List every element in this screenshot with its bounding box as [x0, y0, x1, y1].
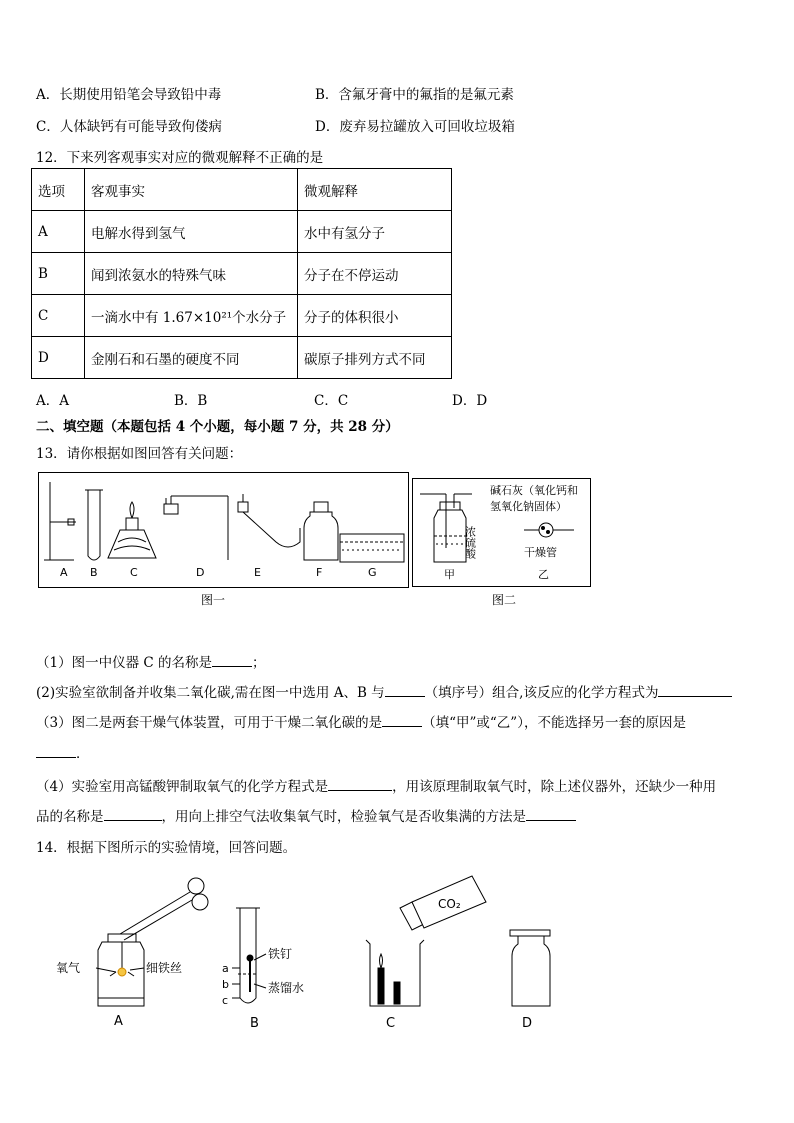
table-cell: 水中有氢分子	[298, 211, 452, 253]
figure-two	[412, 478, 592, 588]
label-oxygen: 氧气	[56, 961, 81, 975]
answer-blank[interactable]	[385, 696, 425, 697]
label-nail: 铁钉	[268, 947, 293, 961]
table-header-cell: 微观解释	[298, 169, 452, 211]
iron-stand-icon	[44, 482, 76, 560]
drying-tube-icon	[524, 523, 574, 537]
mark-c: c	[222, 994, 229, 1007]
answer-blank[interactable]	[328, 790, 392, 791]
q13-part2-text2: （填序号）组合,该反应的化学方程式为	[424, 685, 659, 701]
q12-table	[31, 168, 452, 379]
table-cell: 电解水得到氢气	[85, 211, 298, 253]
table-cell: B	[32, 253, 85, 295]
burning-wire-icon	[110, 942, 134, 976]
q13-part3-end: ．	[76, 746, 90, 762]
alcohol-lamp-icon	[108, 502, 156, 558]
q13-part4-text: （4）实验室用高锰酸钾制取氧气的化学方程式是	[36, 779, 329, 795]
gas-jar-icon	[304, 502, 338, 560]
label-iron-wire: 细铁丝	[146, 961, 183, 975]
q13-part3-cont	[36, 742, 90, 762]
water-trough-icon	[340, 534, 404, 562]
gas-jar-d-icon	[510, 930, 550, 1006]
iron-nail-icon	[247, 955, 253, 992]
q13-part1	[36, 651, 266, 671]
table-header-row	[32, 169, 452, 211]
q13-part4-text2: ，用该原理制取氧气时，除上述仪器外，还缺少一种用	[392, 779, 717, 795]
caption-d: D	[522, 1016, 533, 1031]
figure-label: G	[368, 566, 377, 579]
q13-part4-cont	[36, 805, 576, 825]
q13-part4-text4: ，用向上排空气法收集氧气时，检验氧气是否收集满的方法是	[161, 809, 526, 825]
test-tube-icon	[85, 490, 103, 560]
q11-option-b: B．含氟牙膏中的氟指的是氟元素	[315, 87, 514, 103]
q11-option-d: D．废弃易拉罐放入可回收垃圾箱	[315, 119, 515, 135]
table-cell: 分子的体积很小	[298, 295, 452, 337]
q14-stem: 14．根据下图所示的实验情境，回答问题。	[36, 840, 297, 856]
table-header-cell: 客观事实	[85, 169, 298, 211]
figure-two-caption: 图二	[492, 593, 517, 607]
q13-part2-text: (2)实验室欲制备并收集二氧化碳,需在图一中选用 A、B 与	[36, 685, 385, 701]
table-cell: A	[32, 211, 85, 253]
candles-icon	[378, 954, 400, 1004]
q13-stem: 13．请你根据如图回答有关问题：	[36, 446, 243, 462]
q12-option-b: B．B	[174, 393, 208, 409]
q13-part1-text: （1）图一中仪器 C 的名称是	[36, 655, 213, 671]
caption-c: C	[386, 1016, 396, 1031]
bent-tube-icon	[238, 494, 300, 547]
answer-blank[interactable]	[36, 757, 76, 758]
apparatus-yi-label: 乙	[538, 568, 549, 581]
tongs-icon	[120, 878, 208, 940]
figure-label: C	[130, 566, 138, 579]
table-cell: 金刚石和石墨的硬度不同	[85, 337, 298, 379]
table-row	[32, 295, 452, 337]
section-heading: 二、填空题（本题包括 4 个小题，每小题 7 分，共 28 分）	[36, 419, 399, 435]
apparatus-jia-label: 甲	[444, 568, 455, 581]
caption-a: A	[114, 1014, 123, 1029]
answer-blank[interactable]	[212, 666, 252, 667]
q12-option-a: A．A	[36, 393, 69, 409]
table-cell: 分子在不停运动	[298, 253, 452, 295]
table-cell: 一滴水中有 1.67×10²¹个水分子	[85, 295, 298, 337]
figure-label: E	[254, 566, 261, 579]
table-cell: C	[32, 295, 85, 337]
q13-part3-text2: （填“甲”或“乙”），不能选择另一套的原因是	[422, 715, 686, 731]
q12-option-d: D．D	[452, 393, 488, 409]
answer-blank[interactable]	[658, 696, 732, 697]
delivery-tube-icon	[164, 496, 228, 560]
q12-option-c: C．C	[314, 393, 349, 409]
mark-b: b	[222, 978, 229, 991]
mark-a: a	[222, 962, 229, 975]
lime-label-2: 氢氧化钠固体）	[490, 500, 567, 513]
table-header-cell: 选项	[32, 169, 85, 211]
acid-label: 浓硫酸	[463, 526, 477, 559]
co2-label: CO₂	[438, 897, 461, 911]
q13-part4-text3: 品的名称是	[36, 809, 104, 825]
answer-blank[interactable]	[382, 726, 422, 727]
label-distilled-water: 蒸馏水	[268, 981, 305, 995]
figure-label: D	[196, 566, 205, 579]
figure-label: A	[60, 566, 68, 579]
q13-part3	[36, 711, 686, 731]
figure-label: B	[90, 566, 98, 579]
figure-one-caption: 图一	[201, 593, 226, 607]
figure-one	[38, 472, 410, 590]
q12-stem: 12．下来列客观事实对应的微观解释不正确的是	[36, 150, 324, 166]
table-cell: 闻到浓氨水的特殊气味	[85, 253, 298, 295]
drying-tube-label: 干燥管	[524, 546, 557, 559]
q13-part4	[36, 775, 716, 795]
q11-option-c: C．人体缺钙有可能导致佝偻病	[36, 119, 222, 135]
answer-blank[interactable]	[526, 820, 576, 821]
lime-label-1: 碱石灰（氧化钙和	[490, 484, 578, 497]
caption-b: B	[250, 1016, 259, 1031]
table-row	[32, 337, 452, 379]
answer-blank[interactable]	[104, 820, 162, 821]
table-cell: 碳原子排列方式不同	[298, 337, 452, 379]
table-cell: D	[32, 337, 85, 379]
table-row	[32, 253, 452, 295]
q13-part1-end: ；	[252, 655, 266, 671]
q11-option-a: A．长期使用铅笔会导致铅中毒	[36, 87, 222, 103]
figure-label: F	[316, 566, 323, 579]
q13-part2	[36, 681, 732, 701]
q14-figure	[40, 872, 580, 1032]
table-row	[32, 211, 452, 253]
q13-part3-text: （3）图二是两套干燥气体装置，可用于干燥二氧化碳的是	[36, 715, 383, 731]
